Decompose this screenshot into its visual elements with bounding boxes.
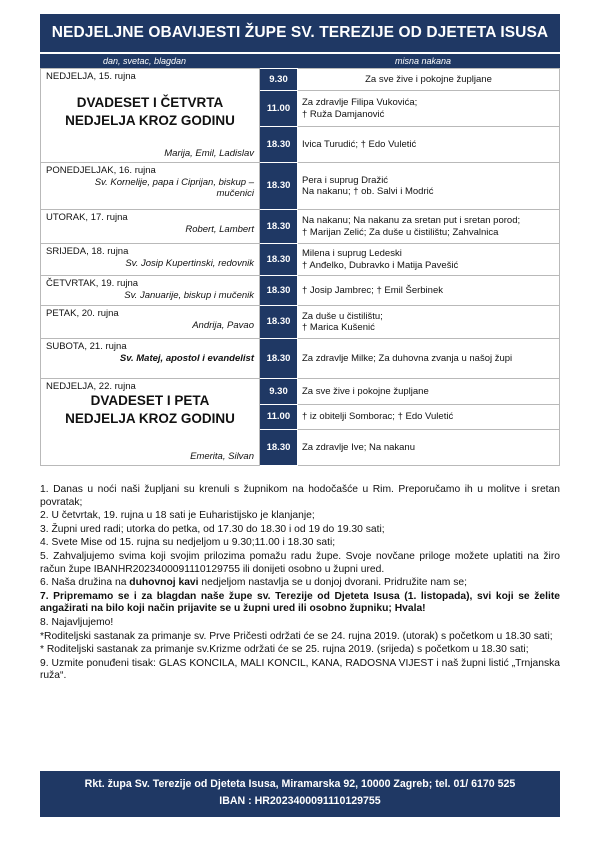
day-name: SRIJEDA, 18. rujna [46,246,129,257]
day-name: NEDJELJA, 15. rujna [46,71,136,82]
schedule-header [40,54,560,68]
announcement-item: 7. Pripremamo se i za blagdan naše župe sv. Terezije od Djeteta Isusa (1. listopada), svi koji se želite angažirati na bilo koji način prijavite se u župni ured ili osobno župniku; Hvala! [40,590,560,615]
day-cell-monday [41,163,260,210]
announcement-item: 3. Župni ured radi; utorka do petka, od 17.30 do 18.30 i od 19 do 19.30 sati; [40,523,385,535]
feast-title: NEDJELJA KROZ GODINU [65,410,235,426]
intent-line: Na nakanu; Na nakanu za sretan put i sretan porod; [302,215,521,226]
saint-feast: Sv. Kornelije, papa i Ciprijan, biskup – [94,176,254,188]
mass-time: 9.30 [260,69,298,91]
day-name: UTORAK, 17. rujna [46,212,128,223]
mass-time: 18.30 [260,163,298,210]
announcement-item: 2. U četvrtak, 19. rujna u 18 sati je Euharistijsko je klanjanje; [40,510,315,522]
table-row [41,306,560,339]
intent-line: † Marijan Zelić; Za duše u čistilištu; Zahvalnica [302,226,499,238]
mass-intent: † iz obitelji Somborac; † Edo Vuletić [298,405,560,430]
table-row [41,163,560,210]
saints-names: Andrija, Pavao [192,319,254,331]
intent-line: † Ruža Damjanović [302,108,385,120]
day-name: SUBOTA, 21. rujna [46,341,127,352]
mass-time: 9.30 [260,379,298,405]
parish-iban: IBAN : HR2023400091110129755 [219,795,381,807]
table-row [41,210,560,244]
intent-line: † Anđelko, Dubravko i Matija Pavešić [302,259,459,271]
mass-intent: Za sve žive i pokojne župljane [298,69,560,91]
table-row [41,69,560,91]
mass-time: 18.30 [260,430,298,466]
intent-line: † Marica Kušenić [302,322,375,333]
mass-time: 18.30 [260,210,298,244]
saint-feast: mučenici [216,188,254,199]
mass-intent [298,163,560,210]
time-column-header [249,54,286,68]
mass-intent: Za zdravlje Ive; Na nakanu [298,430,560,466]
saints-names: Emerita, Silvan [190,450,254,462]
announcement-item: * Roditeljski sastanak za primanje sv.Krizme održati će se 25. rujna 2019. (srijeda) s početkom u 18.30 sati; [40,644,529,656]
day-cell-wednesday [41,244,260,276]
day-cell-friday [41,306,260,339]
table-row [41,244,560,276]
saint-feast: Sv. Matej, apostol i evandelist [119,352,254,364]
mass-schedule-table [40,68,560,466]
day-name: NEDJELJA, 22. rujna [46,381,136,392]
intent-column-header: misna nakana [394,56,452,66]
mass-time: 18.30 [260,339,298,379]
intent-line: Milena i suprug Ledeski [302,248,402,259]
day-name: PONEDJELJAK, 16. rujna [46,165,156,176]
mass-time: 18.30 [260,127,298,163]
announcements [40,484,560,683]
page-title: NEDJELJNE OBAVIJESTI ŽUPE SV. TEREZIJE OD DJETETA ISUSA [40,14,560,52]
table-row [41,379,560,405]
bulletin-page [40,14,560,684]
day-cell-thursday [41,276,260,306]
intent-line: Pera i suprug Dražić [302,174,389,186]
announcement-emphasis: duhovnoj kavi [129,577,199,589]
parish-address: Rkt. župa Sv. Terezije od Djeteta Isusa, Miramarska 92, 10000 Zagreb; tel. 01/ 6170 525 [84,778,516,790]
mass-intent [298,210,560,244]
announcement-item: 1. Danas u noći naši župljani su krenuli s župnikom na hodočašće u Rim. Preporučamo ih u molitve i sretan povratak; [40,484,560,508]
mass-intent [298,244,560,276]
mass-time: 11.00 [260,405,298,430]
announcement-item: 8. Najavljujemo! [40,616,114,628]
mass-intent [298,306,560,339]
intent-line: Za zdravlje Filipa Vukovića; [302,97,418,108]
announcement-item [40,577,560,590]
mass-intent [298,91,560,127]
day-cell-sunday-22 [41,379,260,466]
saints-names: Robert, Lambert [185,223,254,235]
saints-names: Marija, Emil, Ladislav [164,147,254,159]
mass-time: 18.30 [260,306,298,339]
mass-time: 11.00 [260,91,298,127]
mass-time: 18.30 [260,244,298,276]
day-name: ČETVRTAK, 19. rujna [46,278,139,289]
intent-line: Za duše u čistilištu; [302,310,383,322]
announcement-item: 4. Svete Mise od 15. rujna su nedjeljom u 9.30;11.00 i 18.30 sati; [40,537,336,549]
footer-contact [40,771,560,817]
mass-intent: Za zdravlje Milke; Za duhovna zvanja u našoj župi [298,339,560,379]
mass-intent: † Josip Jambrec; † Emil Šerbinek [298,276,560,306]
day-name: PETAK, 20. rujna [46,308,119,319]
day-cell-saturday [41,339,260,379]
table-row [41,339,560,379]
announcement-text: 6. Naša družina na [40,577,130,589]
feast-title: DVADESET I ČETVRTA [76,94,224,110]
mass-intent: Za sve žive i pokojne župljane [298,379,560,405]
mass-intent: Ivica Turudić; † Edo Vuletić [298,127,560,163]
day-column-header: dan, svetac, blagdan [102,56,187,66]
day-cell-sunday-15 [41,69,260,163]
saint-feast: Sv. Josip Kupertinski, redovnik [125,257,254,269]
feast-title: NEDJELJA KROZ GODINU [65,112,235,128]
intent-line: Na nakanu; † ob. Salvi i Modrić [302,186,434,197]
table-row [41,276,560,306]
day-cell-tuesday [41,210,260,244]
announcement-item: 9. Uzmite ponuđeni tisak: GLAS KONCILA, MALI KONCIL, KANA, RADOSNA VIJEST i naš župni listić „Trnjanska ruža“. [40,657,560,682]
saint-feast: Sv. Januarije, biskup i mučenik [124,289,254,301]
feast-title: DVADESET I PETA [90,392,210,408]
announcement-text: nedjeljom nastavlja se u donjoj dvorani. Pridružite nam se; [198,577,467,589]
announcement-item: 5. Zahvaljujemo svima koji svojim prilozima pomažu radu župe. Svoje novčane priloge možete uplatiti na žiro račun župe IBANHR2023400091110129755 ili donijeti osobno u župni ured. [40,550,560,575]
mass-time: 18.30 [260,276,298,306]
announcement-item: *Roditeljski sastanak za primanje sv. Prve Pričesti održati će se 24. rujna 2019. (utorak) s početkom u 18.30 sati; [40,630,553,642]
